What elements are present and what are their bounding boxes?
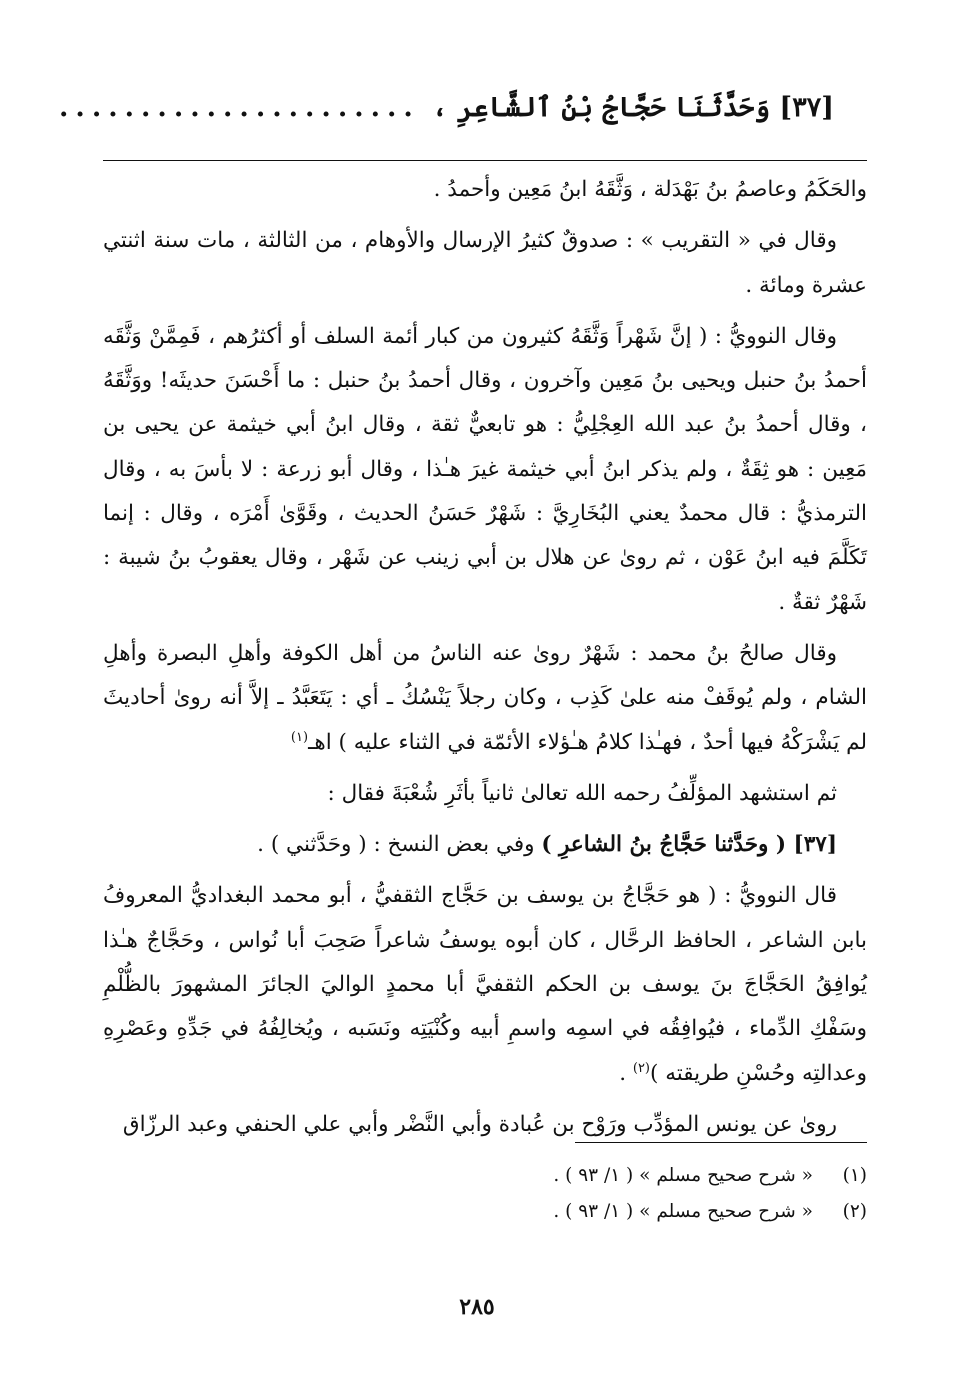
footnote-number: (٢) (842, 1201, 867, 1222)
paragraph-4 (103, 632, 867, 765)
paragraph-4-text: وقال صالحُ بنُ محمد : شَهْرٌ روىٰ عنه الناسُ من أهل الكوفة وأهلِ البصرة وأهلِ الشام ، ولم يُوقَفْ منه علىٰ كَذِب ، وكان رجلاً يَنْسُكُ ـ أي : يَتَعَبَّدُ ـ إلاَّ أنه روىٰ أحاديثَ لم يَشْرَكْهُ فيها أحدٌ ، فهـٰذا كلامُ هـٰؤلاء الأئمّة في الثناء عليه ) اهـ (103, 640, 867, 755)
footnote-text: « شرح صحيح مسلم » ( ١/ ٩٣ ) . (553, 1165, 813, 1186)
header-rule (103, 160, 867, 161)
header-title: [٣٧] وَحَدَّثَنَا حَجَّاجُ بْنُ ٱلشَّاعِرِ ، (431, 92, 834, 123)
footnote-ref-1[interactable]: (١) (290, 729, 309, 745)
header-dot-leader: ...................... (59, 92, 420, 123)
paragraph-7 (103, 874, 867, 1095)
main-text (103, 168, 867, 1147)
running-header (59, 92, 834, 123)
paragraph-7-text: قال النوويُّ : ( هو حَجَّاجُ بن يوسف بن حَجَّاج الثقفيُّ ، أبو محمد البغداديُّ المعروفُ بابن الشاعر ، الحافظ الرحَّال ، كان أبوه يوسفُ شاعراً صَحِبَ أبا نُواس ، وحَجَّاجٌ هـٰذا يُوافِقُ الحَجَّاجَ بنَ يوسف بن الحكم الثقفيَّ أبا محمدٍ الواليَ الجائرَ المشهورَ بالظُّلْمِ وسَفْكِ الدِّماء ، فيُوافِقُه في اسمِه واسمِ أبيه وكُنْيَتِه ونَسَبه ، ويُخالِفُهُ في جَدِّهِ وعَصْرِهِ وعدالتِه وحُسْنِ طريقته ) (103, 883, 867, 1086)
paragraph-8: روىٰ عن يونس المؤدِّب ورَوْح بن عُبادة وأبي النَّضْر وأبي علي الحنفي وعبد الرزّاق (122, 1111, 837, 1137)
paragraph-3: وقال النوويُّ : ( إنَّ شَهْراً وَثَّقَهُ كثيرون من كبار أئمة السلف أو أكثرُهم ، فَمِمَّنْ وَثَّقَه أحمدُ بنُ حنبل ويحيى بنُ مَعِين وآخرون ، وقال أحمدُ بنُ حنبل : ما أَحْسَنَ حديثَه! ووَثَّقَهُ ، وقال أحمدُ بنُ عبد الله العِجْلِيُّ : هو تابعيٌّ ثقة ، وقال ابنُ أبي خيثمة عن يحيى بن مَعِين : هو ثِقَةٌ ، ولم يذكر ابنُ أبي خيثمة غيرَ هـٰذا ، وقال أبو زرعة : لا بأسَ به ، وقال الترمذيُّ : قال محمدٌ يعني البُخَارِيَّ : شَهْرٌ حَسَنُ الحديث ، وقَوَّىٰ أَمْرَه ، وقال : إنما تَكَلَّمَ فيه ابنُ عَوْن ، ثم روىٰ عن هلال بن أبي زينب عن شَهْر ، وقال يعقوبُ بنُ شيبة : شَهْرٌ ثقةٌ . (103, 323, 867, 615)
page-number: ٢٨٥ (459, 1294, 495, 1320)
paragraph-5: ثم استشهد المؤلِّفُ رحمه الله تعالىٰ ثانياً بأثَرِ شُعْبَةَ فقال : (327, 780, 837, 806)
footnote-item (167, 1194, 867, 1230)
footnote-ref-2[interactable]: (٢) (632, 1060, 650, 1076)
footnote-number: (١) (842, 1165, 867, 1186)
paragraph-2: وقال في « التقريب » : صدوقٌ كثيرُ الإرسال والأوهام ، من الثالثة ، مات سنة اثنتي عشرة ومائة . (103, 228, 867, 298)
paragraph-6-text: وفي بعض النسخ : ( وحَدَّثني ) . (257, 832, 542, 858)
footnote-rule (575, 1142, 867, 1143)
paragraph-1: والحَكَمُ وعاصمُ بنُ بَهْدَلة ، وَثَّقَهُ ابنُ مَعِين وأحمدُ . (433, 177, 867, 202)
hadith-heading: [٣٧] ( وحَدَّثنا حَجَّاجُ بنُ الشاعرِ ) (541, 832, 837, 858)
footnote-item (167, 1158, 867, 1194)
footnotes (167, 1158, 867, 1230)
paragraph-6 (103, 823, 867, 867)
footnote-text: « شرح صحيح مسلم » ( ١/ ٩٣ ) . (553, 1201, 813, 1222)
paragraph-7-end: . (619, 1060, 633, 1086)
